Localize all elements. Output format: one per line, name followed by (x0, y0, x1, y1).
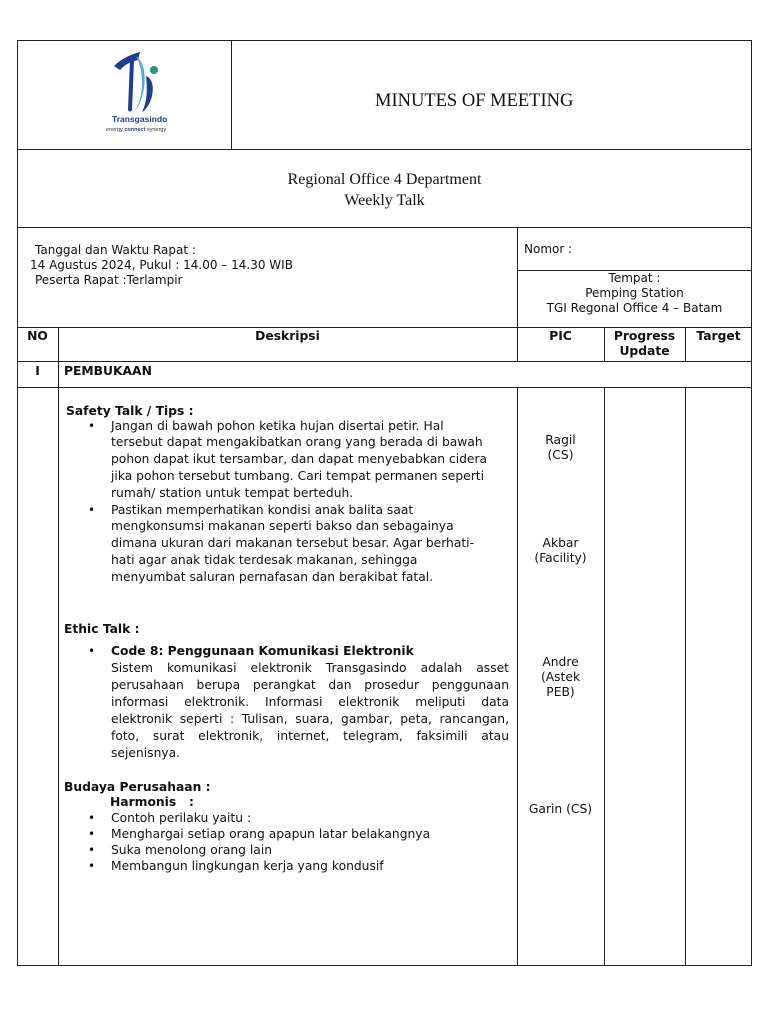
bullet-icon: • (88, 859, 96, 873)
pic-garin: Garin (CS) (528, 802, 593, 816)
safety-line: mengkonsumsi makanan seperti bakso dan sebagainya (111, 519, 454, 533)
row-line-subtitle (17, 227, 752, 228)
ethic-line: informasi elektronik. Informasi elektronik meliputi data (111, 695, 509, 709)
safety-line: pohon dapat ikut tersambar, dan dapat menyebabkan cidera (111, 452, 488, 466)
pic-andre-role: (Astek (540, 670, 581, 684)
safety-line: Jangan di bawah pohon ketika hujan disertai petir. Hal (111, 419, 444, 433)
budaya-item: Menghargai setiap orang apapun latar belakangnya (111, 827, 431, 841)
meeting-date-label: Tanggal dan Waktu Rapat : (35, 243, 196, 257)
budaya-heading: Budaya Perusahaan : (64, 780, 211, 794)
bullet-icon: • (88, 843, 96, 857)
safety-talk-heading: Safety Talk / Tips : (66, 404, 194, 418)
col-line-progress-body (685, 387, 686, 966)
pic-akbar-role: (Facility) (534, 551, 587, 565)
section-number: I (35, 364, 40, 378)
ethic-talk-heading: Ethic Talk : (64, 622, 140, 636)
company-logo (100, 48, 180, 140)
bullet-icon: • (88, 811, 96, 825)
col-header-target: Target (696, 329, 741, 343)
tagline-connect: connect (124, 127, 146, 133)
bullet-icon: • (88, 827, 96, 841)
bullet-icon: • (88, 419, 96, 433)
col-line-no (58, 327, 59, 966)
pic-ragil-role: (CS) (547, 448, 574, 462)
bullet-icon: • (88, 503, 96, 517)
safety-line: tersebut dapat mengakibatkan orang yang berada di bawah (111, 435, 483, 449)
col-header-pic: PIC (549, 329, 572, 343)
document-title: MINUTES OF MEETING (375, 91, 574, 111)
ethic-line: foto, surat elektronik, internet, telegram, faksimili atau (111, 729, 509, 743)
ethic-line: elektronik seperti : Tulisan, suara, gambar, peta, rancangan, (111, 712, 509, 726)
tagline-post: synergy (145, 127, 167, 133)
col-header-progress: Progress (613, 329, 676, 343)
logo-company-name: Transgasindo (112, 114, 168, 124)
row-line-columns (17, 361, 752, 362)
budaya-item: Suka menolong orang lain (111, 843, 273, 857)
subtitle-weekly-talk: Weekly Talk (344, 192, 425, 209)
logo-tagline (106, 127, 166, 133)
col-header-no: NO (27, 329, 48, 343)
row-line-section (17, 387, 752, 388)
section-title: PEMBUKAAN (64, 364, 152, 378)
bullet-icon: • (88, 644, 96, 658)
pic-akbar: Akbar (542, 536, 579, 550)
pic-andre: Andre (542, 655, 579, 669)
safety-line: Pastikan memperhatikan kondisi anak balita saat (111, 503, 414, 517)
safety-line: hati agar anak tidak terdesak makanan, sehingga (111, 553, 418, 567)
ethic-line: Sistem komunikasi elektronik Transgasindo adalah asset (111, 661, 509, 675)
pic-ragil: Ragil (545, 433, 576, 447)
budaya-item: Membangun lingkungan kerja yang kondusif (111, 859, 384, 873)
row-line-header (17, 149, 752, 150)
subtitle-department: Regional Office 4 Department (287, 171, 482, 188)
safety-line: jika pohon tersebut tumbang. Cari tempat permanen seperti (111, 469, 484, 483)
ethic-line: sejenisnya. (111, 746, 181, 760)
tagline-pre: energy (106, 127, 125, 133)
pic-andre-role-2: PEB) (546, 685, 575, 699)
header-divider (231, 40, 232, 150)
budaya-item: Contoh perilaku yaitu : (111, 811, 252, 825)
safety-line: menyumbat saluran pernafasan dan berakibat fatal. (111, 570, 434, 584)
ethic-line: perusahaan berupa perangkat dan prosedur penggunaan (111, 678, 509, 692)
tempat-office: TGI Regonal Office 4 – Batam (546, 301, 723, 315)
safety-line: dimana ukuran dari makanan tersebut besar. Agar berhati- (111, 536, 475, 550)
tempat-label: Tempat : (608, 271, 661, 285)
nomor-label: Nomor : (524, 242, 573, 256)
transgasindo-logo-icon (100, 48, 180, 118)
budaya-harmonis: Harmonis : (110, 795, 194, 809)
col-header-deskripsi: Deskripsi (255, 329, 320, 343)
tempat-station: Pemping Station (585, 286, 684, 300)
col-line-pic-body (604, 387, 605, 966)
col-header-update: Update (619, 344, 670, 358)
meeting-participants: Peserta Rapat :Terlampir (35, 273, 183, 287)
safety-line: rumah/ station untuk tempat berteduh. (111, 486, 354, 500)
meeting-date-value: 14 Agustus 2024, Pukul : 14.00 – 14.30 WIB (30, 258, 293, 272)
ethic-code-title: Code 8: Penggunaan Komunikasi Elektronik (111, 644, 414, 658)
